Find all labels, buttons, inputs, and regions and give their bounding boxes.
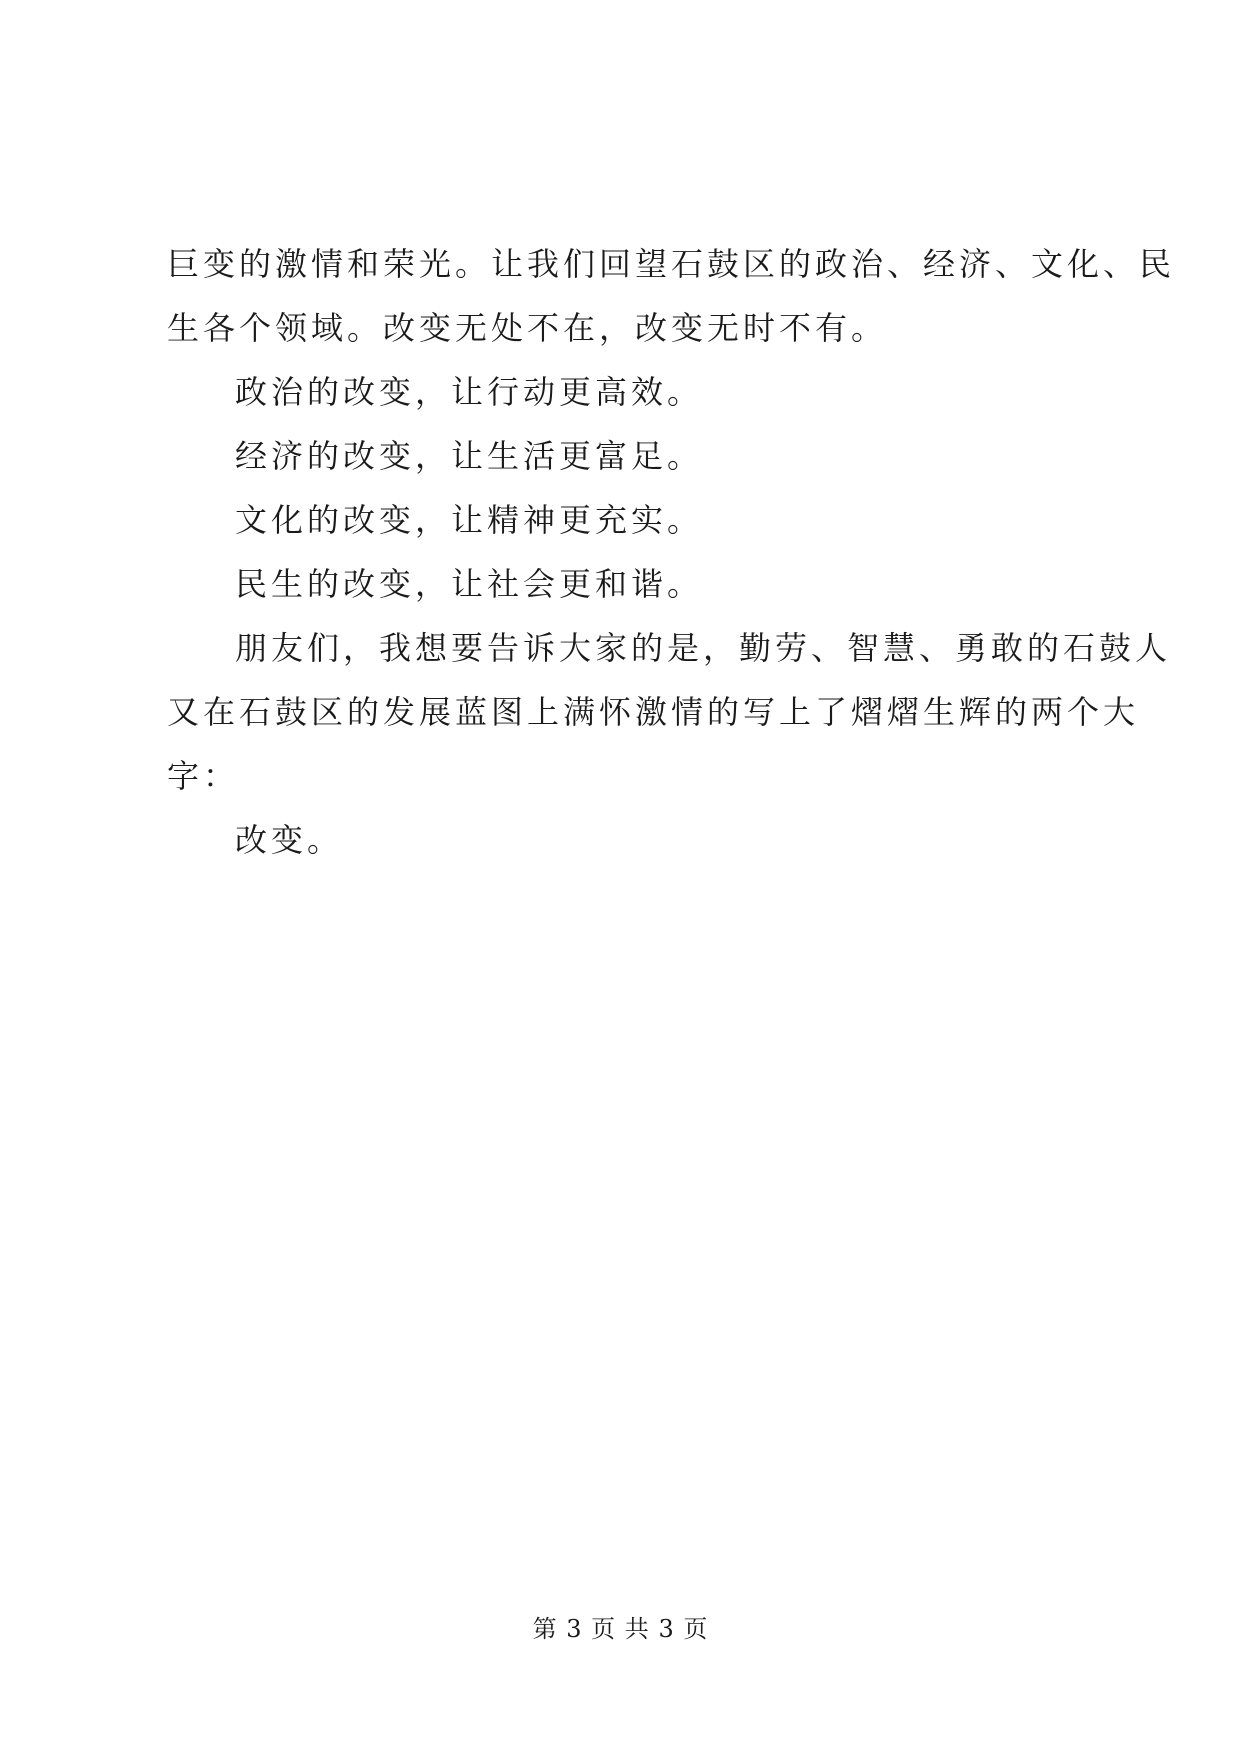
paragraph-culture: 文化的改变，让精神更充实。: [235, 501, 704, 539]
paragraph-politics: 政治的改变，让行动更高效。: [235, 373, 704, 411]
page-number-footer: 第 3 页 共 3 页: [532, 1615, 709, 1643]
paragraph-economy: 经济的改变，让生活更富足。: [235, 437, 704, 475]
paragraph-friends-line-3: 字：: [167, 757, 240, 795]
paragraph-friends-line-2: 又在石鼓区的发展蓝图上满怀激情的写上了熠熠生辉的两个大: [167, 693, 1140, 731]
paragraph-line-2: 生各个领域。改变无处不在，改变无时不有。: [167, 309, 888, 347]
document-body: [167, 232, 1176, 872]
paragraph-friends-line-1: 朋友们，我想要告诉大家的是，勤劳、智慧、勇敢的石鼓人: [235, 629, 1172, 667]
paragraph-livelihood: 民生的改变，让社会更和谐。: [235, 565, 704, 603]
paragraph-conclusion: 改变。: [235, 821, 344, 859]
paragraph-line-1: 巨变的激情和荣光。让我们回望石鼓区的政治、经济、文化、民: [167, 245, 1176, 283]
